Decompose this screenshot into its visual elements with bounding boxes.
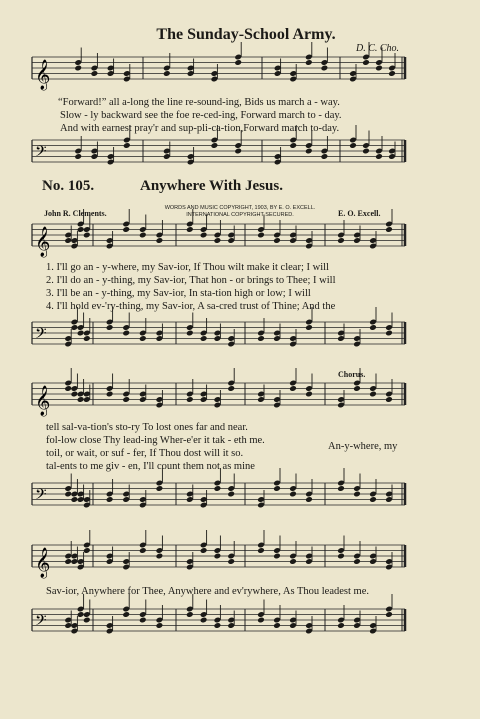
note-head	[337, 553, 345, 560]
bass-clef-icon: 𝄢	[35, 325, 47, 346]
note-head	[163, 70, 171, 77]
note-head	[106, 324, 114, 331]
note-head	[77, 396, 85, 403]
note-head	[83, 617, 91, 624]
note-head	[289, 558, 297, 565]
note-head	[388, 70, 396, 77]
note-head	[227, 558, 235, 565]
note-head	[106, 496, 114, 503]
note-head	[321, 65, 329, 72]
note-head	[234, 148, 242, 155]
note-head	[83, 232, 91, 239]
note-head	[257, 232, 265, 239]
note-head	[273, 237, 281, 244]
note-head	[200, 547, 208, 554]
treble-clef-icon: 𝄞	[35, 60, 51, 90]
note-head	[214, 553, 222, 560]
note-head	[227, 385, 235, 392]
note-head	[91, 70, 99, 77]
note-head	[156, 237, 164, 244]
note-head	[83, 547, 91, 554]
chorus-lyric-line: Sav-ior, Anywhere for Thee, Anywhere and ev'rywhere, As Thou leadest me.	[46, 586, 369, 597]
note-head	[200, 335, 208, 342]
note-head	[156, 553, 164, 560]
note-head	[362, 148, 370, 155]
note-head	[289, 491, 297, 498]
lyricist: John R. Clements.	[44, 209, 107, 218]
note-head	[257, 547, 265, 554]
note-head	[214, 622, 222, 629]
note-head	[122, 396, 130, 403]
note-head	[369, 324, 377, 331]
note-head	[186, 396, 194, 403]
bass-clef-icon: 𝄢	[35, 486, 47, 507]
note-head	[77, 330, 85, 337]
note-head	[156, 485, 164, 492]
note-head	[385, 611, 393, 618]
treble-clef-icon: 𝄞	[35, 548, 51, 578]
bass-clef-icon: 𝄢	[35, 612, 47, 633]
note-head	[139, 232, 147, 239]
note-head	[257, 335, 265, 342]
note-head	[77, 611, 85, 618]
note-head	[369, 496, 377, 503]
note-head	[71, 496, 79, 503]
note-head	[385, 396, 393, 403]
note-head	[64, 558, 72, 565]
note-head	[234, 59, 242, 66]
note-head	[122, 330, 130, 337]
note-head	[305, 391, 313, 398]
chorus-start-lyric: An-y-where, my	[328, 441, 398, 452]
note-head	[200, 232, 208, 239]
note-head	[385, 330, 393, 337]
note-head	[305, 148, 313, 155]
hymn-number: No. 105.	[42, 178, 95, 194]
note-head	[71, 391, 79, 398]
note-head	[353, 558, 361, 565]
note-head	[353, 491, 361, 498]
note-head	[353, 385, 361, 392]
note-head	[273, 553, 281, 560]
note-head	[139, 547, 147, 554]
note-head	[214, 237, 222, 244]
lyric-line: 3. I'll be an - y-thing, my Sav-ior, In sta-tion high or low; I will	[46, 288, 311, 299]
note-head	[305, 59, 313, 66]
copyright-line: INTERNATIONAL COPYRIGHT SECURED.	[186, 212, 294, 218]
note-head	[122, 611, 130, 618]
lyric-line: Slow - ly backward see the foe re-ced-ing, Forward march to - day.	[60, 110, 342, 121]
lyric-line: 4. I'll hold ev-'ry-thing, my Sav-ior, A sa-cred trust of Thine; And the	[46, 301, 336, 312]
note-head	[321, 153, 329, 160]
note-head	[273, 485, 281, 492]
note-head	[289, 142, 297, 149]
lyric-line: fol-low close Thy lead-ing Wher-e'er it tak - eth me.	[46, 435, 265, 446]
note-head	[214, 485, 222, 492]
note-head	[369, 391, 377, 398]
note-head	[74, 65, 82, 72]
note-head	[385, 226, 393, 233]
lyric-line: 1. I'll go an - y-where, my Sav-ior, If Thou wilt make it clear; I will	[46, 262, 329, 273]
note-head	[337, 237, 345, 244]
note-head	[186, 611, 194, 618]
da-capo-marking: D. C. Cho.	[356, 43, 400, 54]
note-head	[64, 385, 72, 392]
lyric-line: 2. I'll do an - y-thing, my Sav-ior, That hon - or brings to Thee; I will	[46, 275, 336, 286]
lyric-line: tal-ents to me giv - en, I'll count them not as mine	[46, 461, 255, 472]
note-head	[74, 153, 82, 160]
note-head	[337, 622, 345, 629]
note-head	[139, 617, 147, 624]
note-head	[227, 491, 235, 498]
treble-clef-icon: 𝄞	[35, 386, 51, 416]
note-head	[289, 385, 297, 392]
hymn-title-anywhere-with-jesus: Anywhere With Jesus.	[140, 178, 283, 194]
treble-clef-icon: 𝄞	[35, 227, 51, 257]
note-head	[200, 617, 208, 624]
lyric-line: And with earnest pray'r and sup-pli-ca-tion,Forward march to-day.	[60, 123, 340, 134]
hymn-title-sunday-school-army: The Sunday-School Army.	[156, 26, 336, 43]
note-head	[273, 622, 281, 629]
note-head	[106, 391, 114, 398]
composer: E. O. Excell.	[338, 209, 381, 218]
copyright-line: WORDS AND MUSIC COPYRIGHT, 1903, BY E. O. EXCELL.	[164, 205, 316, 211]
note-head	[122, 226, 130, 233]
note-head	[337, 485, 345, 492]
note-head	[83, 335, 91, 342]
note-head	[257, 617, 265, 624]
lyric-line: toil, or wait, or suf - fer, If Thou dost will it so.	[46, 448, 244, 459]
note-head	[362, 59, 370, 66]
note-head	[211, 142, 219, 149]
lyric-line: “Forward!” all a-long the line re-sound-ing, Bids us march a - way.	[58, 97, 340, 108]
note-head	[139, 335, 147, 342]
note-head	[186, 226, 194, 233]
note-head	[349, 142, 357, 149]
note-head	[71, 324, 79, 331]
chorus-label: Chorus.	[338, 370, 366, 379]
note-head	[156, 622, 164, 629]
note-head	[123, 142, 131, 149]
note-head	[305, 496, 313, 503]
note-head	[77, 226, 85, 233]
note-head	[64, 491, 72, 498]
note-head	[186, 330, 194, 337]
note-head	[375, 153, 383, 160]
note-head	[375, 65, 383, 72]
bass-clef-icon: 𝄢	[35, 143, 47, 164]
note-head	[305, 324, 313, 331]
lyric-line: tell sal-va-tion's sto-ry To lost ones far and near.	[46, 422, 248, 433]
